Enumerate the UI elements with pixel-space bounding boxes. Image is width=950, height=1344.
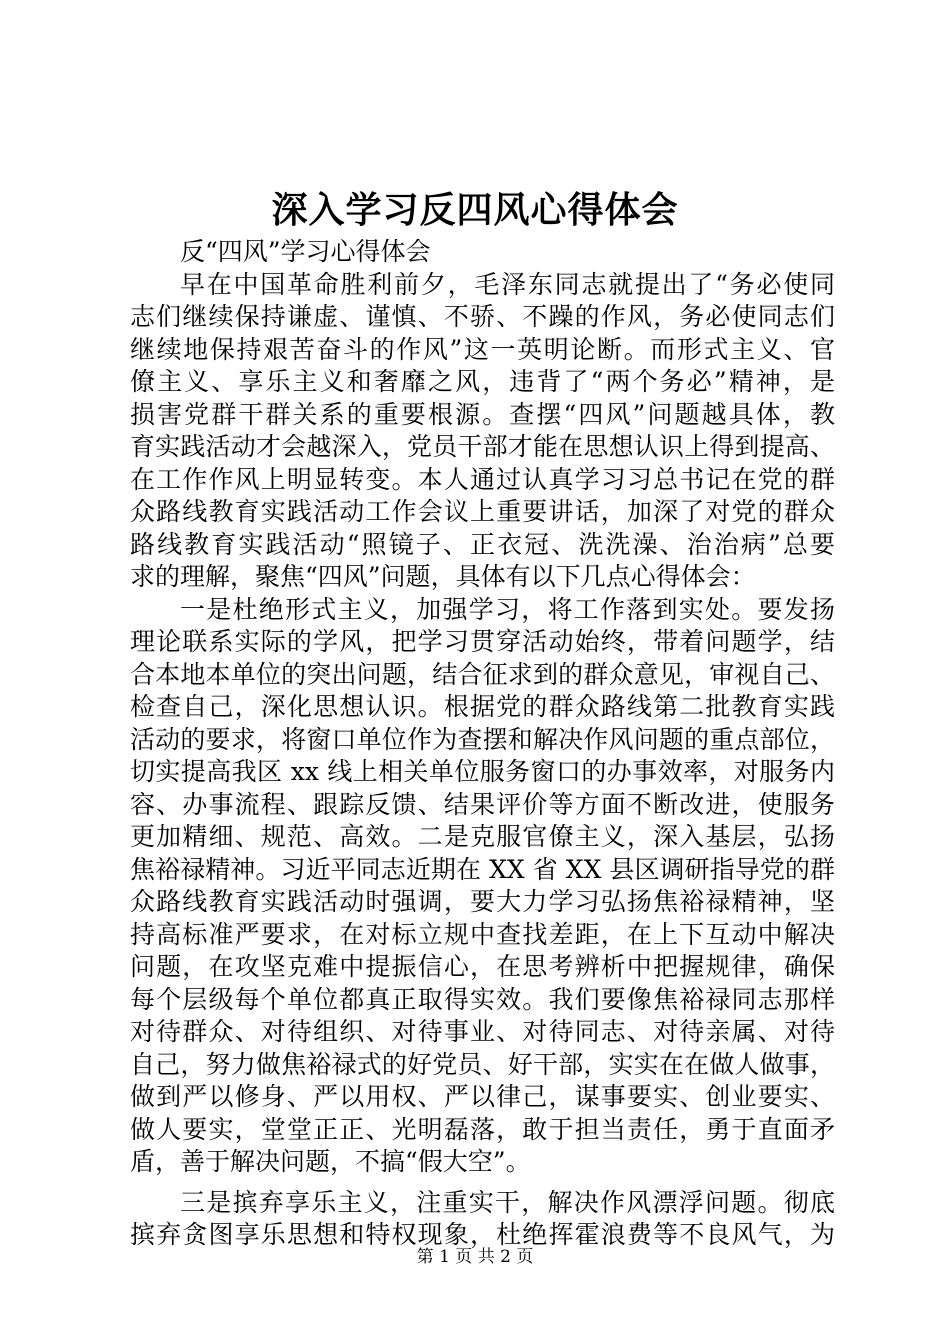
- paragraph-line: 盾，善于解决问题，不搞“假大空”。: [130, 1147, 531, 1176]
- document-title: 深入学习反四风心得体会: [271, 189, 679, 231]
- paragraph-gap: [130, 1179, 835, 1187]
- paragraph-line: 持高标准严要求，在对标立规中查找差距，在上下互动中解决: [130, 919, 835, 949]
- paragraph-line: 更加精细、规范、高效。二是克服官僚主义，深入基层，弘扬: [130, 822, 835, 851]
- paragraph-line: 检查自己，深化思想认识。根据党的群众路线第二批教育实践: [130, 692, 835, 721]
- document-body: [130, 236, 835, 1252]
- paragraph-line: 焦裕禄精神。习近平同志近期在 XX 省 XX 县区调研指导党的群: [130, 854, 835, 884]
- paragraph-line: 僚主义、享乐主义和奢靡之风，违背了“两个务必”精神，是: [130, 367, 835, 396]
- paragraph-line: 育实践活动才会越深入，党员干部才能在思想认识上得到提高、: [130, 432, 835, 461]
- paragraph-line: 志们继续保持谦虚、谨慎、不骄、不躁的作风，务必使同志们: [130, 302, 835, 331]
- paragraph-line: 做人要实，堂堂正正、光明磊落，敢于担当责任，勇于直面矛: [130, 1114, 835, 1144]
- paragraph-line: 早在中国革命胜利前夕，毛泽东同志就提出了“务必使同: [180, 269, 835, 299]
- paragraph-line: 容、办事流程、跟踪反馈、结果评价等方面不断改进，使服务: [130, 789, 835, 819]
- paragraph-line: 在工作作风上明显转变。本人通过认真学习习总书记在党的群: [130, 464, 835, 494]
- paragraph-line: 继续地保持艰苦奋斗的作风”这一英明论断。而形式主义、官: [130, 334, 835, 364]
- paragraph-line: 问题，在攻坚克难中提振信心，在思考辨析中把握规律，确保: [130, 952, 835, 981]
- paragraph-line: 活动的要求，将窗口单位作为查摆和解决作风问题的重点部位，: [130, 724, 835, 754]
- paragraph-line: 做到严以修身、严以用权、严以律己，谋事要实、创业要实、: [130, 1082, 835, 1111]
- paragraph-line: 切实提高我区 xx 线上相关单位服务窗口的办事效率，对服务内: [130, 757, 835, 786]
- paragraph-line: 合本地本单位的突出问题，结合征求到的群众意见，审视自己、: [130, 659, 835, 689]
- paragraph-line: 三是摈弃享乐主义，注重实干，解决作风漂浮问题。彻底: [180, 1187, 835, 1217]
- page-footer: 第 1 页 共 2 页: [416, 1247, 534, 1267]
- paragraph-line: 理论联系实际的学风，把学习贯穿活动始终，带着问题学，结: [130, 627, 835, 656]
- paragraph-line: 一是杜绝形式主义，加强学习，将工作落到实处。要发扬: [180, 594, 835, 624]
- paragraph-line: 自己，努力做焦裕禄式的好党员、好干部，实实在在做人做事，: [130, 1049, 835, 1079]
- paragraph-line: 路线教育实践活动“照镜子、正衣冠、洗洗澡、治治病”总要: [130, 529, 835, 559]
- subtitle-line: 反“四风”学习心得体会: [180, 237, 431, 266]
- paragraph-line: 众路线教育实践活动时强调，要大力学习弘扬焦裕禄精神，坚: [130, 887, 835, 916]
- paragraph-line: 每个层级每个单位都真正取得实效。我们要像焦裕禄同志那样: [130, 984, 835, 1014]
- paragraph-line: 损害党群干群关系的重要根源。查摆“四风”问题越具体，教: [130, 399, 835, 429]
- paragraph-line: 摈弃贪图享乐思想和特权现象，杜绝挥霍浪费等不良风气，为: [130, 1220, 835, 1249]
- paragraph-line: 对待群众、对待组织、对待事业、对待同志、对待亲属、对待: [130, 1017, 835, 1046]
- paragraph-line: 求的理解，聚焦“四风”问题，具体有以下几点心得体会：: [130, 562, 756, 591]
- paragraph-line: 众路线教育实践活动工作会议上重要讲话，加深了对党的群众: [130, 497, 835, 526]
